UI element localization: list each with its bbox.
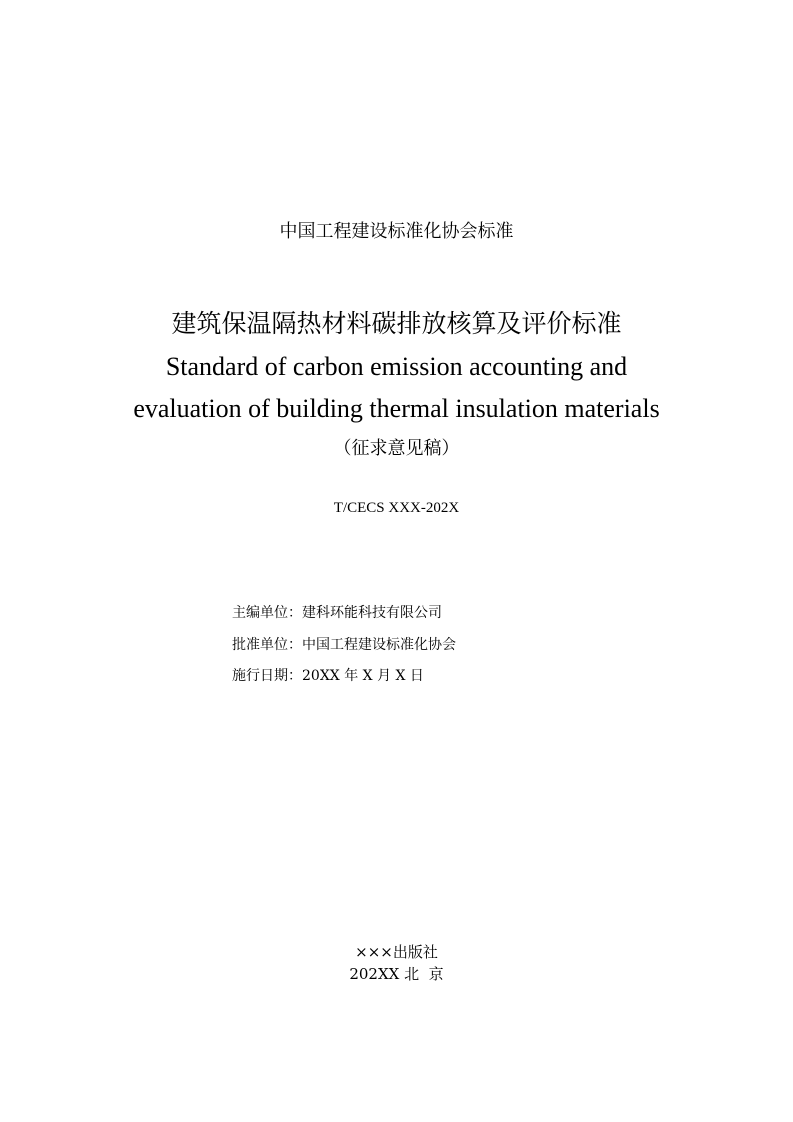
association-standard-heading: 中国工程建设标准化协会标准 (279, 221, 514, 242)
info-label: 施行日期： (232, 668, 302, 684)
implementation-date (232, 666, 424, 686)
info-label: 主编单位： (232, 605, 302, 621)
info-value: 中国工程建设标准化协会 (302, 637, 456, 653)
info-label: 批准单位： (232, 637, 302, 653)
publication-place-year: 202XX 北 京 (349, 965, 444, 983)
title-english-line-2: evaluation of building thermal insulation materials (133, 394, 660, 423)
approval-unit (232, 635, 456, 655)
title-english-line-1: Standard of carbon emission accounting and (165, 352, 628, 381)
standard-number: T/CECS XXX-202X (333, 500, 460, 516)
chief-editor-unit (232, 603, 442, 623)
title-chinese: 建筑保温隔热材料碳排放核算及评价标准 (171, 309, 622, 338)
draft-note: （征求意见稿） (333, 438, 460, 459)
info-value: 建科环能科技有限公司 (302, 605, 442, 621)
publisher: ×××出版社 (355, 943, 438, 961)
info-value: 20XX 年 X 月 X 日 (302, 668, 424, 684)
